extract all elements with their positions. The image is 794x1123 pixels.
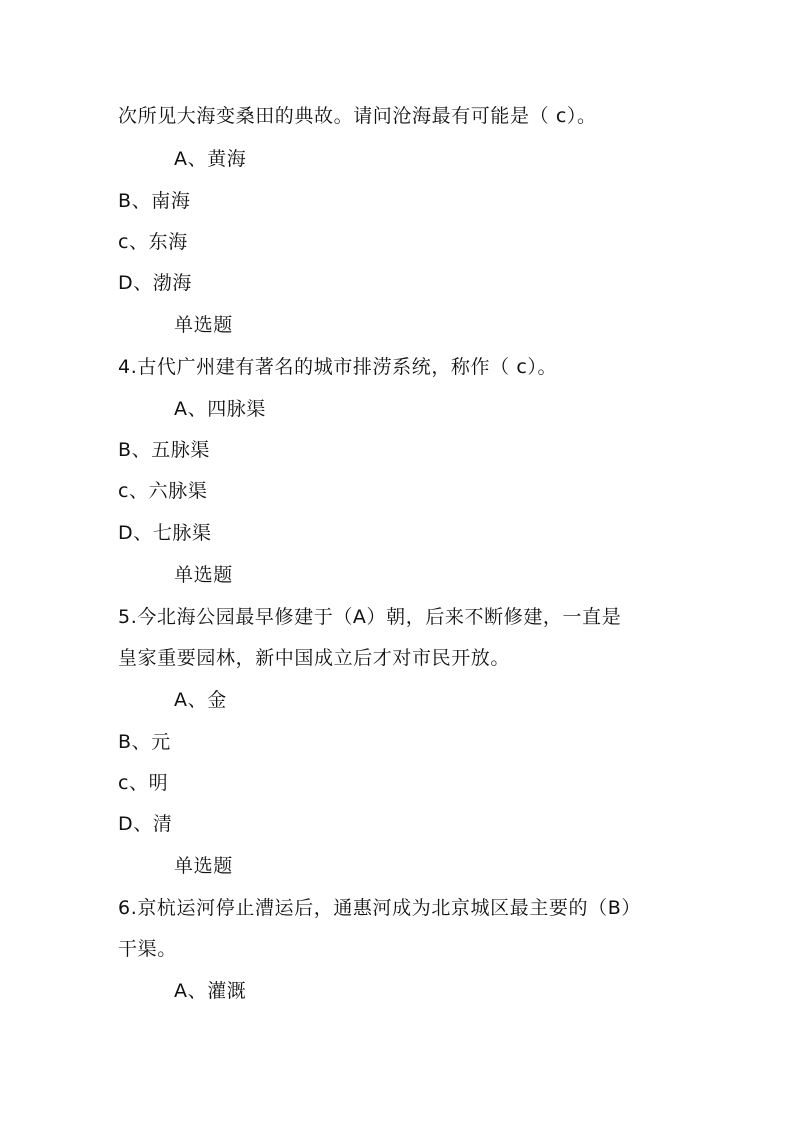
q5-option-d: D、清 [118, 813, 173, 835]
q4-option-d: D、七脉渠 [118, 522, 212, 544]
q4-type-label: 单选题 [174, 314, 233, 336]
question-3-continuation: 次所见大海变桑田的典故。请问沧海最有可能是（ c）。 [118, 105, 597, 127]
q6-option-a: A、灌溉 [174, 980, 247, 1002]
q5-option-b: B、元 [118, 731, 171, 753]
q6-type-label: 单选题 [174, 855, 233, 877]
q3-option-b: B、南海 [118, 190, 191, 212]
q3-option-d: D、渤海 [118, 272, 193, 294]
q3-option-a: A、黄海 [174, 148, 247, 170]
question-5-line-2: 皇家重要园林，新中国成立后才对市民开放。 [118, 647, 511, 669]
question-6-line-2: 干渠。 [118, 938, 177, 960]
q5-type-label: 单选题 [174, 564, 233, 586]
q5-option-a: A、金 [174, 689, 227, 711]
question-4: 4.古代广州建有著名的城市排涝系统，称作（ c）。 [118, 356, 558, 378]
question-5-line-1: 5.今北海公园最早修建于（A）朝，后来不断修建，一直是 [118, 606, 622, 628]
q4-option-b: B、五脉渠 [118, 439, 211, 461]
q3-option-c: c、东海 [118, 231, 188, 253]
q5-option-c: c、明 [118, 772, 169, 794]
question-6-line-1: 6.京杭运河停止漕运后，通惠河成为北京城区最主要的（B） [118, 897, 641, 919]
q4-option-c: c、六脉渠 [118, 480, 208, 502]
q4-option-a: A、四脉渠 [174, 398, 266, 420]
